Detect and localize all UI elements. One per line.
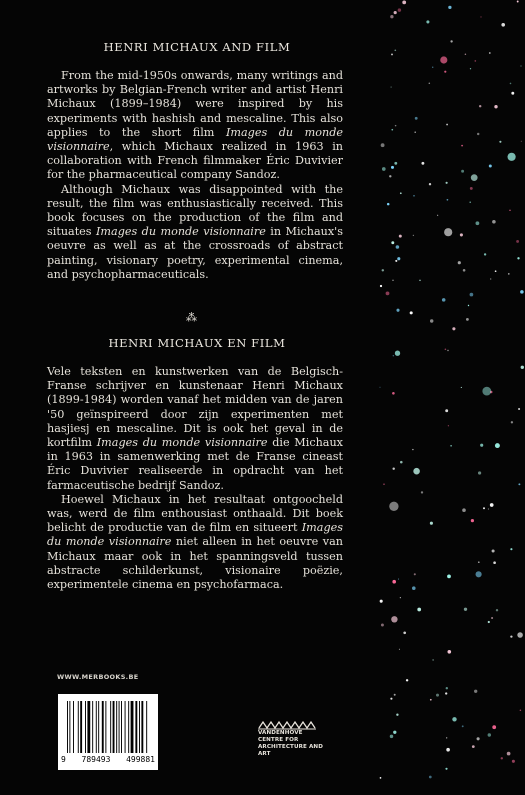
- star-dot: [393, 355, 394, 356]
- star-dot: [463, 269, 466, 272]
- vandenhove-logo: [258, 718, 326, 760]
- star-dot: [390, 735, 393, 738]
- star-dot: [394, 694, 396, 696]
- star-dot: [400, 597, 401, 598]
- star-dot: [390, 698, 392, 700]
- star-dot: [414, 573, 416, 575]
- star-dot: [492, 725, 496, 729]
- star-dot: [471, 519, 474, 522]
- star-dot: [484, 253, 486, 255]
- english-paragraph-1: [47, 69, 343, 183]
- star-dot: [403, 631, 406, 634]
- star-dot: [414, 131, 415, 132]
- star-dot: [480, 16, 481, 17]
- barcode-bar: [69, 701, 70, 753]
- star-dot: [426, 20, 429, 23]
- star-dot: [482, 387, 491, 396]
- dutch-body: [47, 365, 343, 592]
- star-dot: [517, 257, 519, 259]
- logo-line-3: ARCHITECTURE AND ART: [258, 744, 323, 757]
- star-dot: [518, 483, 520, 485]
- star-dot: [380, 777, 382, 779]
- star-dot: [432, 67, 433, 68]
- barcode-bar: [85, 701, 86, 753]
- star-dot: [432, 659, 433, 660]
- star-dot: [395, 351, 400, 356]
- star-dot: [445, 768, 447, 770]
- star-dot: [391, 87, 392, 88]
- star-dot: [488, 621, 490, 623]
- barcode-bar: [80, 701, 82, 753]
- star-dot: [417, 608, 421, 612]
- star-dot: [450, 445, 452, 447]
- star-dot: [476, 221, 480, 225]
- star-dot: [478, 561, 480, 563]
- star-dot: [448, 425, 449, 426]
- star-dot: [430, 319, 433, 322]
- star-dot: [466, 318, 469, 321]
- star-dot: [472, 745, 475, 748]
- isbn-number: [61, 755, 155, 764]
- star-dot: [397, 257, 400, 260]
- star-dot: [446, 124, 448, 126]
- star-dot: [391, 129, 393, 131]
- star-dot: [490, 278, 491, 279]
- star-dot: [511, 421, 513, 423]
- star-dot: [490, 503, 494, 507]
- star-dot: [518, 408, 520, 410]
- star-dot: [492, 549, 495, 552]
- star-dot: [447, 650, 451, 654]
- star-dot: [520, 65, 521, 66]
- star-dot: [381, 143, 385, 147]
- star-dot: [406, 679, 408, 681]
- star-dot: [458, 261, 461, 264]
- isbn-digit-group-2: 499881: [126, 755, 155, 764]
- star-dot: [491, 617, 493, 619]
- star-dot: [429, 83, 431, 85]
- star-dot: [521, 366, 524, 369]
- star-dot: [391, 53, 393, 55]
- english-heading: HENRI MICHAUX AND FILM: [103, 40, 291, 54]
- star-dot: [465, 53, 467, 55]
- star-dot: [452, 327, 455, 330]
- barcode-bar: [102, 701, 104, 753]
- star-dot: [412, 586, 416, 590]
- star-dot: [517, 632, 523, 638]
- star-dot: [400, 192, 402, 194]
- barcode-bar: [96, 701, 97, 753]
- isbn-digit-prefix: 9: [61, 755, 66, 764]
- star-dot: [447, 199, 449, 201]
- star-dot: [499, 141, 501, 143]
- star-dot: [477, 737, 480, 740]
- star-dot: [387, 203, 390, 206]
- english-paragraph-2-text: Although Michaux was disappointed with the result, the film was enthusiastically received. This book focuses on the production of the film and situates: [47, 182, 343, 239]
- star-dot: [391, 166, 394, 169]
- star-dot: [415, 117, 418, 120]
- star-dot: [461, 170, 464, 173]
- star-dot: [492, 220, 496, 224]
- barcode-bar: [125, 701, 126, 753]
- star-dot: [488, 508, 489, 509]
- star-dot: [446, 687, 448, 689]
- star-dot: [448, 6, 451, 9]
- star-dot: [501, 757, 503, 759]
- star-dot: [379, 387, 380, 388]
- star-dot: [394, 11, 397, 14]
- star-dot: [446, 748, 450, 752]
- star-dot: [395, 260, 397, 262]
- star-dot: [511, 92, 514, 95]
- star-dot: [389, 502, 398, 511]
- barcode-bars: [67, 701, 149, 753]
- star-dot: [521, 141, 522, 142]
- logo-mark: [258, 718, 318, 730]
- star-dot: [396, 245, 400, 249]
- english-paragraph-2: [47, 183, 343, 282]
- barcode-bar: [128, 701, 129, 753]
- dutch-paragraph-1-title: Images du monde visionnaire: [96, 436, 268, 450]
- barcode-bar: [139, 701, 140, 753]
- english-paragraph-1-title: Images du monde visionnaire: [47, 125, 343, 154]
- logo-line-1: VANDENHOVE: [258, 730, 303, 736]
- star-dot: [477, 133, 479, 135]
- star-dot: [399, 649, 400, 650]
- star-dot: [462, 725, 464, 727]
- starfield-image: [340, 0, 525, 795]
- star-dot: [478, 471, 481, 474]
- star-dot: [508, 273, 510, 275]
- barcode-bar: [78, 701, 79, 753]
- star-dot: [396, 714, 398, 716]
- dutch-paragraph-2-title: Images du monde visionnaire: [47, 521, 343, 549]
- barcode-bar: [92, 701, 93, 753]
- logo-wordmark: [258, 730, 326, 758]
- star-dot: [489, 165, 492, 168]
- star-dot: [430, 699, 432, 701]
- star-dot: [391, 616, 397, 622]
- star-dot: [413, 195, 415, 197]
- star-dot: [440, 56, 447, 63]
- star-dot: [444, 228, 452, 236]
- star-dot: [450, 40, 452, 42]
- english-body: [47, 69, 343, 282]
- star-dot: [380, 600, 383, 603]
- star-dot: [381, 624, 384, 627]
- star-dot: [396, 309, 399, 312]
- star-dot: [421, 162, 424, 165]
- star-dot: [382, 269, 384, 271]
- star-dot: [510, 635, 512, 637]
- barcode-bar: [87, 701, 90, 753]
- barcode-bar: [146, 701, 147, 753]
- star-dot: [392, 467, 394, 469]
- dutch-paragraph-1: [47, 365, 343, 493]
- star-dot: [461, 387, 462, 388]
- star-dot: [510, 548, 512, 550]
- star-dot: [383, 483, 385, 485]
- star-dot: [400, 461, 403, 464]
- star-dot: [412, 449, 413, 450]
- star-dot: [447, 350, 448, 351]
- star-dot: [474, 60, 476, 62]
- english-paragraph-2-end: in Michaux's oeuvre as well as at the crossroads of abstract painting, visionary poetry, experimental cinema, and psychopharmaceuticals.: [47, 225, 343, 281]
- star-dot: [445, 348, 447, 350]
- star-dot: [395, 125, 397, 127]
- star-dot: [447, 575, 451, 579]
- star-dot: [520, 710, 522, 712]
- dutch-paragraph-1-text: Vele teksten en kunstwerken van de Belgisch-Franse schrijver en kunstenaar Henri Michaux (1899-1984) worden vanaf het midden van de jaren '50 geïnspireerd door zijn experimenten met hasjiesj en mescaline. Dit is ook het geval in de kortfilm: [47, 365, 343, 450]
- barcode-bar: [119, 701, 120, 753]
- star-dot: [483, 507, 485, 509]
- star-dot: [413, 235, 414, 236]
- star-dot: [461, 145, 463, 147]
- star-dot: [398, 8, 401, 11]
- star-dot: [410, 311, 413, 314]
- barcode-bar: [113, 701, 115, 753]
- star-dot: [402, 1, 406, 5]
- star-dot: [419, 280, 420, 281]
- dutch-paragraph-2-text: Hoewel Michaux in het resultaat ontgoocheld was, werd de film enthousiast onthaald. Dit boek belicht de productie van de film en situeert: [47, 492, 343, 535]
- star-dot: [430, 522, 433, 525]
- star-dot: [429, 776, 432, 779]
- star-dot: [394, 49, 396, 51]
- star-dot: [480, 444, 483, 447]
- barcode-bar: [110, 701, 111, 753]
- star-dot: [520, 290, 524, 294]
- english-paragraph-1-end: , which Michaux realized in 1963 in collaboration with French filmmaker Éric Duvivier for the pharmaceutical company Sandoz.: [47, 140, 343, 182]
- barcode-bar: [135, 701, 137, 753]
- barcode-bar: [67, 701, 68, 753]
- star-dot: [507, 752, 511, 756]
- star-dot: [446, 182, 448, 184]
- star-dot: [495, 443, 500, 448]
- star-dot: [516, 240, 519, 243]
- star-dot: [413, 468, 420, 475]
- star-dot: [460, 233, 463, 236]
- star-dot: [382, 167, 386, 171]
- star-dot: [445, 409, 448, 412]
- star-dot: [399, 235, 402, 238]
- star-dot: [452, 717, 456, 721]
- logo-line-2: CENTRE FOR: [258, 737, 299, 743]
- isbn-barcode: [58, 694, 158, 770]
- star-dot: [393, 731, 396, 734]
- star-dot: [493, 561, 496, 564]
- star-dot: [479, 105, 481, 107]
- star-dot: [476, 571, 482, 577]
- barcode-bar: [121, 701, 122, 753]
- asterism-divider: ⁂: [186, 311, 197, 324]
- dutch-paragraph-2-end: niet alleen in het oeuvre van Michaux maar ook in het spanningsveld tussen abstracte schilderkunst, visionaire poëzie, experimentele cinema en psychofarmaca.: [47, 535, 343, 592]
- star-dot: [446, 737, 447, 738]
- star-dot: [444, 71, 446, 73]
- barcode-bar: [73, 701, 74, 753]
- star-dot: [507, 153, 515, 161]
- star-dot: [509, 210, 510, 211]
- star-dot: [501, 23, 505, 27]
- star-dot: [437, 215, 438, 216]
- star-dot: [470, 293, 474, 297]
- star-dot: [462, 508, 466, 512]
- star-dot: [517, 1, 519, 3]
- star-dot: [392, 392, 395, 395]
- star-dot: [489, 52, 491, 54]
- star-dot: [442, 298, 446, 302]
- star-dot: [474, 690, 477, 693]
- star-dot: [380, 285, 382, 287]
- star-dot: [392, 280, 393, 281]
- star-dot: [391, 241, 394, 244]
- star-dot: [421, 491, 423, 493]
- star-dot: [512, 760, 515, 763]
- barcode-bar: [98, 701, 99, 753]
- dutch-paragraph-1-end: die Michaux in 1963 in samenwerking met de Franse cineast Éric Duvivier realiseerde in opdracht van het farmaceutische bedrijf Sandoz.: [47, 436, 343, 492]
- star-dot: [392, 580, 396, 584]
- star-dot: [510, 83, 512, 85]
- star-dot: [471, 174, 478, 181]
- star-dot: [394, 162, 397, 165]
- star-dot: [488, 733, 491, 736]
- barcode-bar: [116, 701, 117, 753]
- star-dot: [495, 270, 497, 272]
- dutch-heading: HENRI MICHAUX EN FILM: [108, 336, 286, 350]
- star-dot: [470, 187, 473, 190]
- barcode-bar: [141, 701, 143, 753]
- star-dot: [496, 609, 498, 611]
- publisher-url: WWW.MERBOOKS.BE: [57, 673, 139, 681]
- star-dot: [386, 292, 390, 296]
- dutch-paragraph-2: [47, 493, 343, 592]
- star-dot: [468, 305, 469, 306]
- star-dot: [464, 608, 467, 611]
- isbn-digit-group-1: 789493: [81, 755, 111, 764]
- star-dot: [429, 183, 431, 185]
- barcode-bar: [131, 701, 134, 753]
- star-dot: [445, 692, 447, 694]
- star-dot: [436, 694, 439, 697]
- star-dot: [494, 105, 497, 108]
- barcode-bar: [105, 701, 106, 753]
- english-paragraph-1-text: From the mid-1950s onwards, many writings and artworks by Belgian-French writer and artist Henri Michaux (1899–1984) were inspired by his experiments with hashish and mescaline. This also applies to the short film: [47, 69, 343, 139]
- star-dot: [390, 15, 393, 18]
- star-dot: [398, 579, 399, 580]
- english-paragraph-2-title: Images du monde visionnaire: [96, 225, 266, 239]
- star-dot: [470, 68, 471, 69]
- star-dot: [389, 175, 391, 177]
- star-dot: [469, 202, 470, 203]
